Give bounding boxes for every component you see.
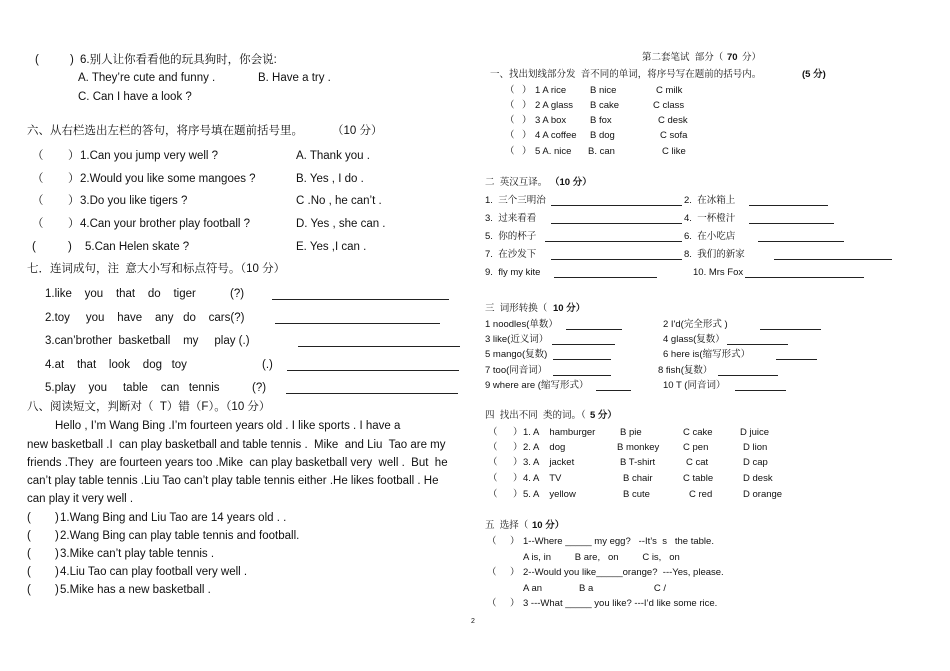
r2-row2-a-line[interactable] [551, 223, 682, 224]
r4-row3-a: 3. A jacket [523, 457, 575, 468]
judge-1-paren[interactable]: ( [27, 512, 31, 524]
s7-row2-words: 2.toy you have any do cars(?) [45, 312, 245, 324]
q6-option-c: C. Can I have a look ? [78, 91, 192, 103]
r4-row3-paren[interactable]: （ [488, 457, 498, 468]
r1-row2-close: ） [522, 100, 532, 111]
r-section1-title: 一、找出划线部分发 音不同的单词，将序号写在题前的括号内。 [490, 69, 762, 80]
right-header-unit: 分） [742, 52, 762, 63]
r4-row2-paren[interactable]: （ [488, 442, 498, 453]
s7-row3-answer-line[interactable] [298, 346, 460, 347]
r4-row4-b: B chair [623, 473, 653, 484]
r2-row5-a: 9. fly my kite [485, 267, 541, 278]
s7-row5-punct: (?) [252, 382, 267, 394]
r4-row3-d: D cap [743, 457, 768, 468]
r2-row5-b: 10. Mrs Fox [693, 267, 744, 278]
judge-4-text: 4.Liu Tao can play football very well . [60, 566, 248, 578]
r1-row5-a: 5 A. nice [535, 146, 572, 157]
s7-row1-answer-line[interactable] [272, 299, 449, 300]
r1-row2-a: 2 A glass [535, 100, 574, 111]
s7-row5-words: 5.play you table can tennis [45, 382, 220, 394]
s6-row3-close: ） [68, 195, 80, 207]
s6-row1-answer: A. Thank you . [296, 150, 370, 162]
judge-4-paren[interactable]: ( [27, 566, 31, 578]
r4-row5-b: B cute [623, 489, 650, 500]
r5-item3-paren[interactable]: （ [487, 598, 497, 609]
q6-paren-open[interactable]: ( [35, 54, 39, 66]
judge-1-close: ) [55, 512, 59, 524]
r1-row3-paren[interactable]: （ [505, 115, 515, 126]
r1-row3-close: ） [522, 115, 532, 126]
passage-line-4: can’t play table tennis .Liu Tao can’t play table tennis either .He likes football . He [27, 475, 439, 487]
r3-row3-a-line[interactable] [553, 359, 611, 360]
r4-row4-paren[interactable]: （ [488, 473, 498, 484]
r3-row4-b-line[interactable] [718, 375, 778, 376]
r-section5-score: 10 分） [532, 520, 565, 531]
r2-row4-a: 7. 在沙发下 [485, 249, 537, 260]
judge-4-close: ) [55, 566, 59, 578]
s6-row4-question: 4.Can your brother play football ? [80, 218, 251, 230]
r2-row2-a: 3. 过来看看 [485, 213, 537, 224]
s6-row1-question: 1.Can you jump very well ? [80, 150, 219, 162]
r2-row2-b: 4. 一杯橙汁 [684, 213, 736, 224]
r1-row5-paren[interactable]: （ [505, 146, 515, 157]
r4-row1-d: D juice [740, 427, 770, 438]
r3-row1-b: 2 I'd(完全形式 ) [663, 319, 728, 330]
s7-row4-punct: (.) [262, 359, 273, 371]
r-section4-score: 5 分） [590, 410, 617, 421]
r3-row2-a: 3 like(近义词） [485, 334, 549, 345]
r4-row3-b: B T-shirt [620, 457, 656, 468]
r2-row1-b-line[interactable] [749, 205, 828, 206]
r-section3-score: 10 分） [553, 303, 586, 314]
r4-row1-a: 1. A hamburger [523, 427, 596, 438]
s6-row5-close: ) [68, 241, 72, 253]
r2-row3-b-line[interactable] [758, 241, 844, 242]
s6-row2-answer: B. Yes , I do . [296, 173, 364, 185]
right-header-score: 70 [727, 52, 738, 63]
r3-row1-b-line[interactable] [760, 329, 821, 330]
r1-row3-b: B fox [590, 115, 612, 126]
r1-row3-a: 3 A box [535, 115, 567, 126]
section6-title: 六、从右栏选出左栏的答句，将序号填在题前括号里。 [27, 125, 303, 137]
r3-row1-a: 1 noodles(单数） [485, 319, 558, 330]
r4-row5-paren[interactable]: （ [488, 489, 498, 500]
s6-row5-question: 5.Can Helen skate ? [85, 241, 190, 253]
judge-3-close: ) [55, 548, 59, 560]
s7-row4-answer-line[interactable] [287, 370, 459, 371]
r4-row1-paren[interactable]: （ [488, 427, 498, 438]
section8-title: 八、阅读短文，判断对（ T）错（F）。（10 分） [27, 401, 271, 413]
r1-row3-c: C desk [658, 115, 688, 126]
r5-item1-options: A is, in B are, on C is, on [523, 552, 680, 563]
judge-5-text: 5.Mike has a new basketball . [60, 584, 211, 596]
r-section2-score: （10 分） [550, 177, 592, 188]
passage-line-5: can play it very well . [27, 493, 134, 505]
r1-row5-b: B. can [588, 146, 615, 157]
r5-item2-question: 2--Would you like_____orange? ---Yes, please. [523, 567, 724, 578]
r1-row4-b: B dog [590, 130, 615, 141]
r3-row3-a: 5 mango(复数) [485, 349, 548, 360]
r2-row1-b: 2. 在冰箱上 [684, 195, 736, 206]
r5-item1-question: 1--Where _____ my egg? --It’s s the table. [523, 536, 714, 547]
r4-row3-c: C cat [686, 457, 709, 468]
s6-row3-question: 3.Do you like tigers ? [80, 195, 188, 207]
r2-row1-a-line[interactable] [551, 205, 682, 206]
r-section2-title: 二 英汉互译。 [485, 177, 548, 188]
s6-row4-close: ） [68, 218, 80, 230]
r1-row1-a: 1 A rice [535, 85, 567, 96]
r4-row1-c: C cake [683, 427, 713, 438]
r4-row4-close: ） [513, 473, 523, 484]
r3-row4-a-line[interactable] [553, 375, 611, 376]
s7-row2-answer-line[interactable] [275, 323, 440, 324]
r-section1-score: (5 分) [802, 69, 826, 80]
page-number: 2 [471, 618, 475, 625]
r1-row4-paren[interactable]: （ [505, 130, 515, 141]
r2-row3-a-line[interactable] [545, 241, 682, 242]
passage-line-1: Hello , I’m Wang Bing .I’m fourteen years old . I like sports . I have a [55, 420, 401, 432]
r4-row5-close: ） [513, 489, 523, 500]
r3-row2-a-line[interactable] [552, 344, 615, 345]
r3-row5-a-line[interactable] [596, 390, 631, 391]
r3-row1-a-line[interactable] [566, 329, 622, 330]
r-section3-title: 三 词形转换（ [485, 303, 548, 314]
r5-item2-paren[interactable]: （ [487, 567, 497, 578]
r4-row5-c: C red [689, 489, 713, 500]
s6-row4-paren[interactable]: （ [32, 218, 44, 230]
r2-row4-a-line[interactable] [551, 259, 682, 260]
s6-row2-close: ） [68, 173, 80, 185]
q6-option-b: B. Have a try . [258, 72, 331, 84]
r1-row2-b: B cake [590, 100, 620, 111]
r4-row2-c: C pen [683, 442, 709, 453]
r1-row5-close: ） [522, 146, 532, 157]
passage-line-2: new basketball .I can play basketball and table tennis . Mike and Liu Tao are my [27, 439, 446, 451]
r3-row5-b: 10 T (同音词） [663, 380, 726, 391]
r4-row4-c: C table [683, 473, 714, 484]
r4-row1-close: ） [513, 427, 523, 438]
r5-item3-close: ） [510, 598, 520, 609]
r2-row4-b: 8. 我们的新家 [684, 249, 745, 260]
r4-row4-a: 4. A TV [523, 473, 562, 484]
judge-1-text: 1.Wang Bing and Liu Tao are 14 years old . . [60, 512, 287, 524]
right-header-title: 第二套笔试 部分（ [642, 52, 724, 63]
section6-score: （10 分） [332, 125, 383, 137]
r3-row4-a: 7 too(同音词） [485, 365, 548, 376]
r5-item1-close: ） [510, 536, 520, 547]
r5-item2-close: ） [510, 567, 520, 578]
passage-line-3: friends .They are fourteen years too .Mike can play basketball very well . But he [27, 457, 448, 469]
s6-row3-answer: C .No , he can’t . [296, 195, 382, 207]
r4-row3-close: ） [513, 457, 523, 468]
r2-row2-b-line[interactable] [749, 223, 834, 224]
judge-3-text: 3.Mike can’t play table tennis . [60, 548, 215, 560]
s6-row1-paren[interactable]: （ [32, 150, 44, 162]
r3-row2-b-line[interactable] [727, 344, 788, 345]
q6-paren-close: ) [70, 54, 74, 66]
r5-item1-paren[interactable]: （ [487, 536, 497, 547]
r1-row1-b: B nice [590, 85, 617, 96]
r1-row1-close: ） [522, 85, 532, 96]
s6-row1-close: ） [68, 150, 80, 162]
r3-row5-a: 9 where are (缩写形式） [485, 380, 589, 391]
r2-row1-a: 1. 三个三明治 [485, 195, 546, 206]
r4-row2-a: 2. A dog [523, 442, 566, 453]
r4-row1-b: B pie [620, 427, 642, 438]
r4-row4-d: D desk [743, 473, 773, 484]
s6-row5-paren[interactable]: ( [32, 241, 36, 253]
r4-row5-a: 5. A yellow [523, 489, 576, 500]
r1-row1-paren[interactable]: （ [505, 85, 515, 96]
s6-row2-paren[interactable]: （ [32, 173, 44, 185]
r1-row2-paren[interactable]: （ [505, 100, 515, 111]
r3-row2-b: 4 glass(复数） [663, 334, 725, 345]
r3-row3-b: 6 here is(缩写形式） [663, 349, 751, 360]
section7-title: 七．连词成句，注 意大小写和标点符号。（10 分） [27, 263, 286, 275]
r-section4-title: 四 找出不同 类的词。（ [485, 410, 586, 421]
r2-row5-b-line[interactable] [745, 277, 864, 278]
q6-prompt: 6.别人让你看看他的玩具狗时，你会说: [80, 54, 277, 66]
r3-row5-b-line[interactable] [735, 390, 786, 391]
s7-row5-answer-line[interactable] [286, 393, 458, 394]
s7-row1-punct: (?) [230, 288, 245, 300]
s6-row2-question: 2.Would you like some mangoes ? [80, 173, 256, 185]
r1-row1-c: C milk [656, 85, 683, 96]
s6-row4-answer: D. Yes , she can . [296, 218, 386, 230]
r2-row5-a-line[interactable] [554, 277, 657, 278]
judge-5-close: ) [55, 584, 59, 596]
judge-2-text: 2.Wang Bing can play table tennis and football. [60, 530, 300, 542]
s6-row3-paren[interactable]: （ [32, 195, 44, 207]
s6-row5-answer: E. Yes ,I can . [296, 241, 367, 253]
s7-row1-words: 1.like you that do tiger [45, 288, 196, 300]
r2-row3-b: 6. 在小吃店 [684, 231, 736, 242]
r3-row3-b-line[interactable] [776, 359, 817, 360]
s7-row3-words: 3.can’brother basketball my play (.) [45, 335, 250, 347]
r4-row2-close: ） [513, 442, 523, 453]
s7-row4-words: 4.at that look dog toy [45, 359, 187, 371]
r4-row5-d: D orange [743, 489, 783, 500]
r1-row4-close: ） [522, 130, 532, 141]
q6-option-a: A. They’re cute and funny . [78, 72, 216, 84]
judge-2-close: ) [55, 530, 59, 542]
judge-3-paren[interactable]: ( [27, 548, 31, 560]
r2-row3-a: 5. 你的杯子 [485, 231, 537, 242]
judge-5-paren[interactable]: ( [27, 584, 31, 596]
r4-row2-d: D lion [743, 442, 768, 453]
r1-row5-c: C like [662, 146, 686, 157]
judge-2-paren[interactable]: ( [27, 530, 31, 542]
r1-row4-a: 4 A coffee [535, 130, 577, 141]
r5-item3-question: 3 ---What _____ you like? ---I’d like some rice. [523, 598, 718, 609]
r-section5-title: 五 选择（ [485, 520, 529, 531]
r1-row4-c: C sofa [660, 130, 688, 141]
r5-item2-options: A an B a C / [523, 583, 667, 594]
r2-row4-b-line[interactable] [774, 259, 892, 260]
r3-row4-b: 8 fish(复数） [658, 365, 713, 376]
r1-row2-c: C class [653, 100, 685, 111]
r4-row2-b: B monkey [617, 442, 660, 453]
